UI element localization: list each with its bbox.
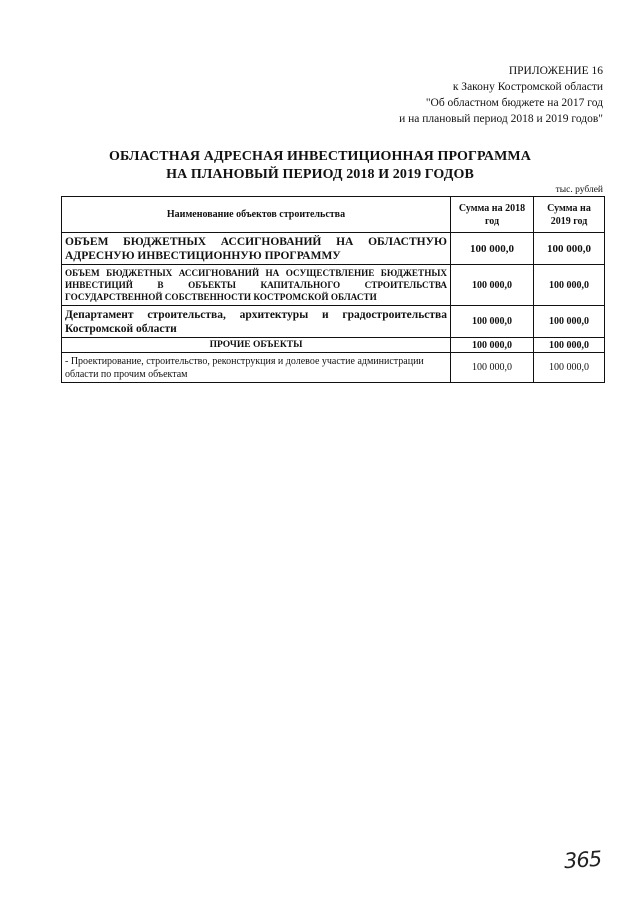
table-row <box>62 265 605 306</box>
table-row <box>62 353 605 383</box>
document-title-line1: ОБЛАСТНАЯ АДРЕСНАЯ ИНВЕСТИЦИОННАЯ ПРОГРАММА <box>109 149 531 164</box>
document-title <box>0 148 640 184</box>
row-sum-2019: 100 000,0 <box>534 338 605 353</box>
row-sum-2019: 100 000,0 <box>534 353 605 383</box>
table-row <box>62 338 605 353</box>
row-object-name: ПРОЧИЕ ОБЪЕКТЫ <box>62 338 451 353</box>
row-sum-2018: 100 000,0 <box>451 338 534 353</box>
units-label: тыс. рублей <box>555 185 603 195</box>
row-sum-2019: 100 000,0 <box>534 265 605 306</box>
header-sum-2018: Сумма на 2018 год <box>451 197 534 233</box>
appendix-law-title-line2: и на плановый период 2018 и 2019 годов" <box>399 113 603 125</box>
row-sum-2019: 100 000,0 <box>534 306 605 338</box>
investment-program-table <box>61 196 605 383</box>
table-row <box>62 306 605 338</box>
row-sum-2018: 100 000,0 <box>451 306 534 338</box>
appendix-law-title-line1: "Об областном бюджете на 2017 год <box>425 97 603 109</box>
handwritten-page-number: 365 <box>563 846 602 874</box>
row-object-name: ОБЪЕМ БЮДЖЕТНЫХ АССИГНОВАНИЙ НА ОБЛАСТНУЮ АДРЕСНУЮ ИНВЕСТИЦИОННУЮ ПРОГРАММУ <box>62 233 451 265</box>
row-object-name: - Проектирование, строительство, реконструкция и долевое участие администрации области по прочим объектам <box>62 353 451 383</box>
row-sum-2019: 100 000,0 <box>534 233 605 265</box>
row-object-name: Департамент строительства, архитектуры и градостроительства Костромской области <box>62 306 451 338</box>
row-sum-2018: 100 000,0 <box>451 353 534 383</box>
header-object-name: Наименование объектов строительства <box>62 197 451 233</box>
row-sum-2018: 100 000,0 <box>451 233 534 265</box>
appendix-header <box>399 63 603 127</box>
appendix-number: ПРИЛОЖЕНИЕ 16 <box>508 65 603 77</box>
row-object-name: ОБЪЕМ БЮДЖЕТНЫХ АССИГНОВАНИЙ НА ОСУЩЕСТВЛЕНИЕ БЮДЖЕТНЫХ ИНВЕСТИЦИЙ В ОБЪЕКТЫ КАПИТАЛЬНОГО СТРОИТЕЛЬСТВА ГОСУДАРСТВЕННОЙ СОБСТВЕННОСТИ КОСТРОМСКОЙ ОБЛАСТИ <box>62 265 451 306</box>
table-row <box>62 233 605 265</box>
appendix-law-reference: к Закону Костромской области <box>452 81 603 93</box>
document-title-line2: НА ПЛАНОВЫЙ ПЕРИОД 2018 И 2019 ГОДОВ <box>166 167 474 182</box>
header-sum-2019: Сумма на 2019 год <box>534 197 605 233</box>
table-header-row <box>62 197 605 233</box>
row-sum-2018: 100 000,0 <box>451 265 534 306</box>
